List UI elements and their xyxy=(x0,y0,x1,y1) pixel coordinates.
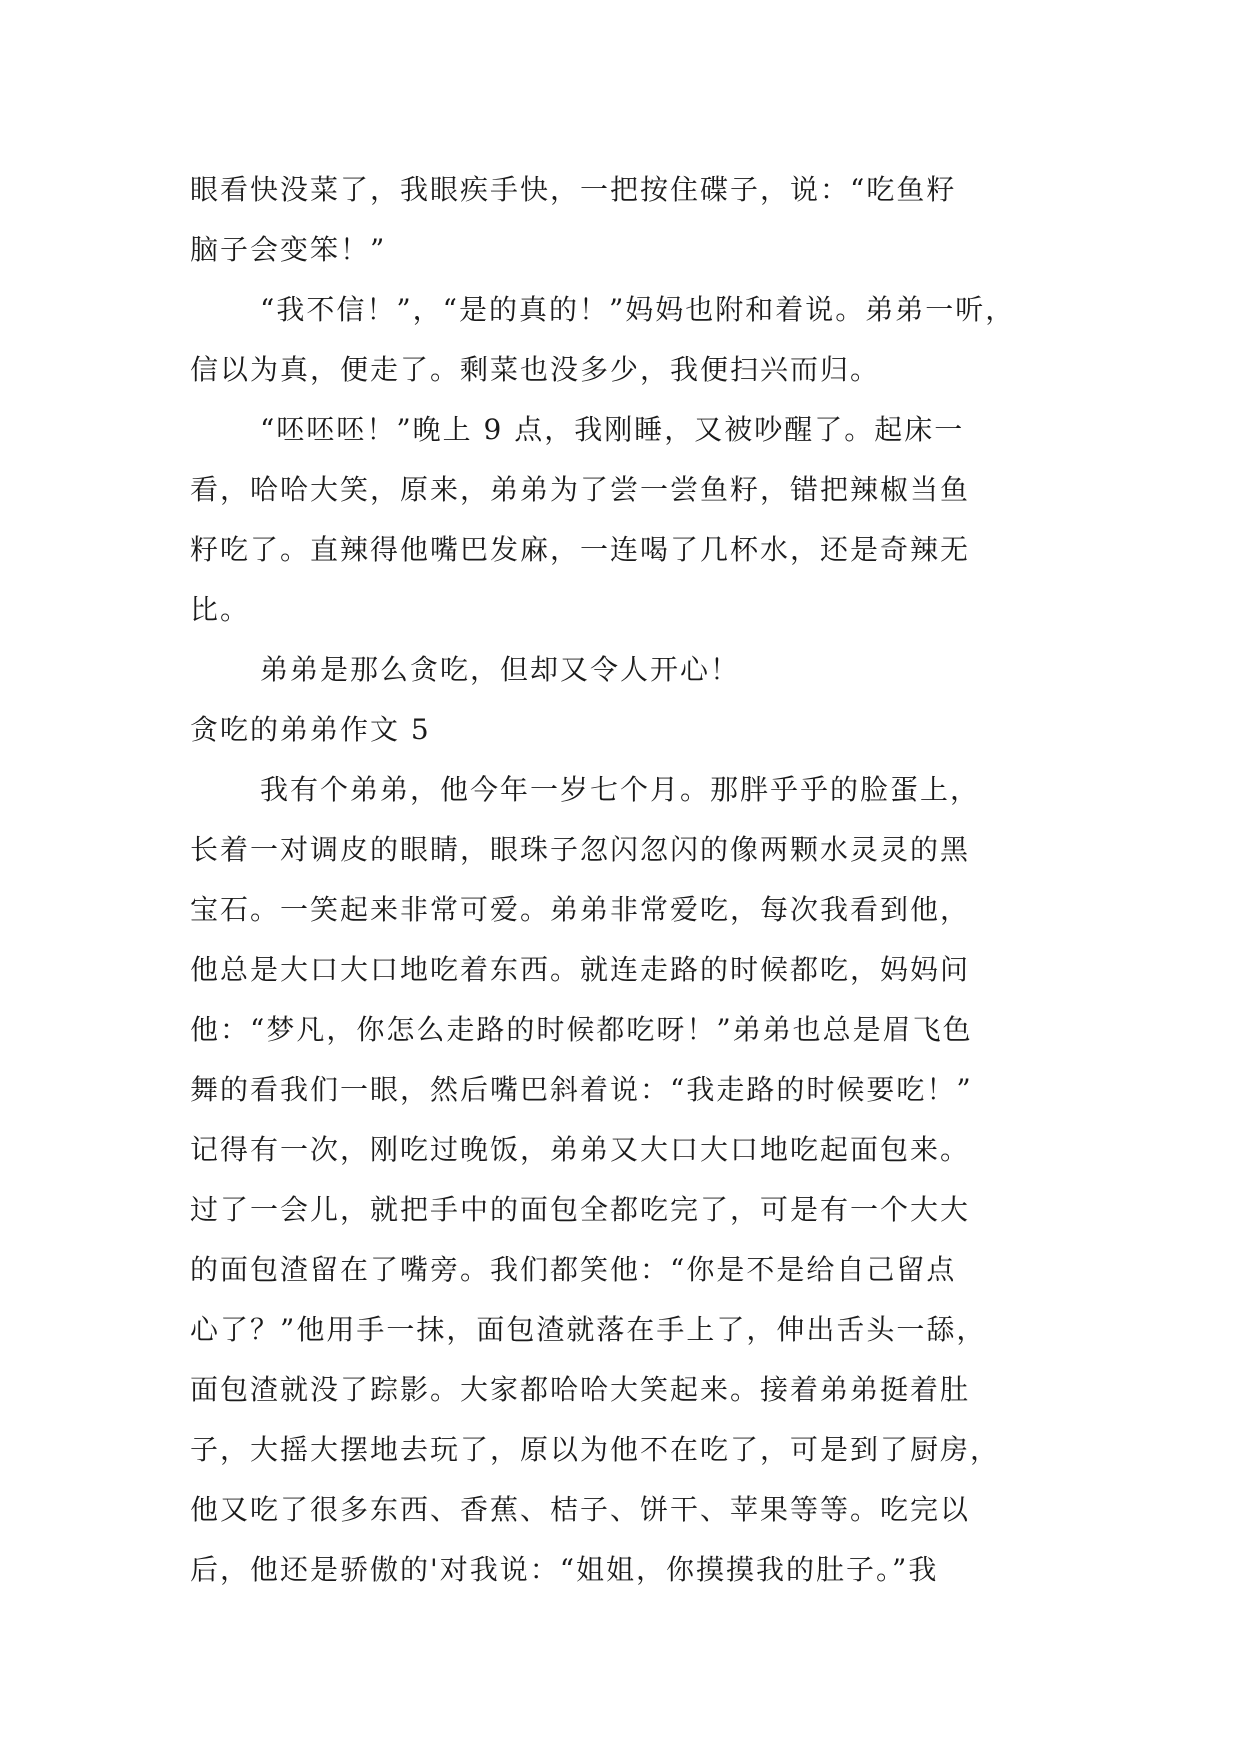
text-line: 后，他还是骄傲的'对我说：“姐姐，你摸摸我的肚子。”我 xyxy=(190,1553,939,1586)
text-line: 脑子会变笨！” xyxy=(190,233,387,266)
text-line: 他总是大口大口地吃着东西。就连走路的时候都吃，妈妈问 xyxy=(190,953,971,986)
text-line: 籽吃了。直辣得他嘴巴发麻，一连喝了几杯水，还是奇辣无 xyxy=(190,533,971,566)
text-line: 过了一会儿，就把手中的面包全都吃完了，可是有一个大大 xyxy=(190,1193,971,1226)
text-line: 记得有一次，刚吃过晚饭，弟弟又大口大口地吃起面包来。 xyxy=(190,1133,971,1166)
section-heading: 贪吃的弟弟作文 5 xyxy=(190,713,431,746)
text-line: 他：“梦凡，你怎么走路的时候都吃呀！”弟弟也总是眉飞色 xyxy=(190,1013,973,1046)
text-line: 比。 xyxy=(190,593,251,626)
text-line: 他又吃了很多东西、香蕉、桔子、饼干、苹果等等。吃完以 xyxy=(190,1493,971,1526)
text-line: “我不信！”，“是的真的！”妈妈也附和着说。弟弟一听， xyxy=(260,293,1016,326)
text-line: 舞的看我们一眼，然后嘴巴斜着说：“我走路的时候要吃！” xyxy=(190,1073,973,1106)
text-line: 我有个弟弟，他今年一岁七个月。那胖乎乎的脸蛋上， xyxy=(260,773,981,806)
text-line: 宝石。一笑起来非常可爱。弟弟非常爱吃，每次我看到他， xyxy=(190,893,971,926)
text-line: 看，哈哈大笑，原来，弟弟为了尝一尝鱼籽，错把辣椒当鱼 xyxy=(190,473,971,506)
text-line: 长着一对调皮的眼睛，眼珠子忽闪忽闪的像两颗水灵灵的黑 xyxy=(190,833,971,866)
text-line: 心了？”他用手一抹，面包渣就落在手上了，伸出舌头一舔， xyxy=(190,1313,987,1346)
text-line: 眼看快没菜了，我眼疾手快，一把按住碟子，说：“吃鱼籽 xyxy=(190,173,957,206)
text-line: 的面包渣留在了嘴旁。我们都笑他：“你是不是给自己留点 xyxy=(190,1253,957,1286)
text-line: 面包渣就没了踪影。大家都哈哈大笑起来。接着弟弟挺着肚 xyxy=(190,1373,971,1406)
text-line: “呸呸呸！”晚上 9 点，我刚睡，又被吵醒了。起床一 xyxy=(260,413,965,446)
document-body xyxy=(190,160,1052,1600)
text-line: 子，大摇大摆地去玩了，原以为他不在吃了，可是到了厨房， xyxy=(190,1433,1001,1466)
text-line: 弟弟是那么贪吃，但却又令人开心！ xyxy=(260,653,741,686)
text-line: 信以为真，便走了。剩菜也没多少，我便扫兴而归。 xyxy=(190,353,881,386)
